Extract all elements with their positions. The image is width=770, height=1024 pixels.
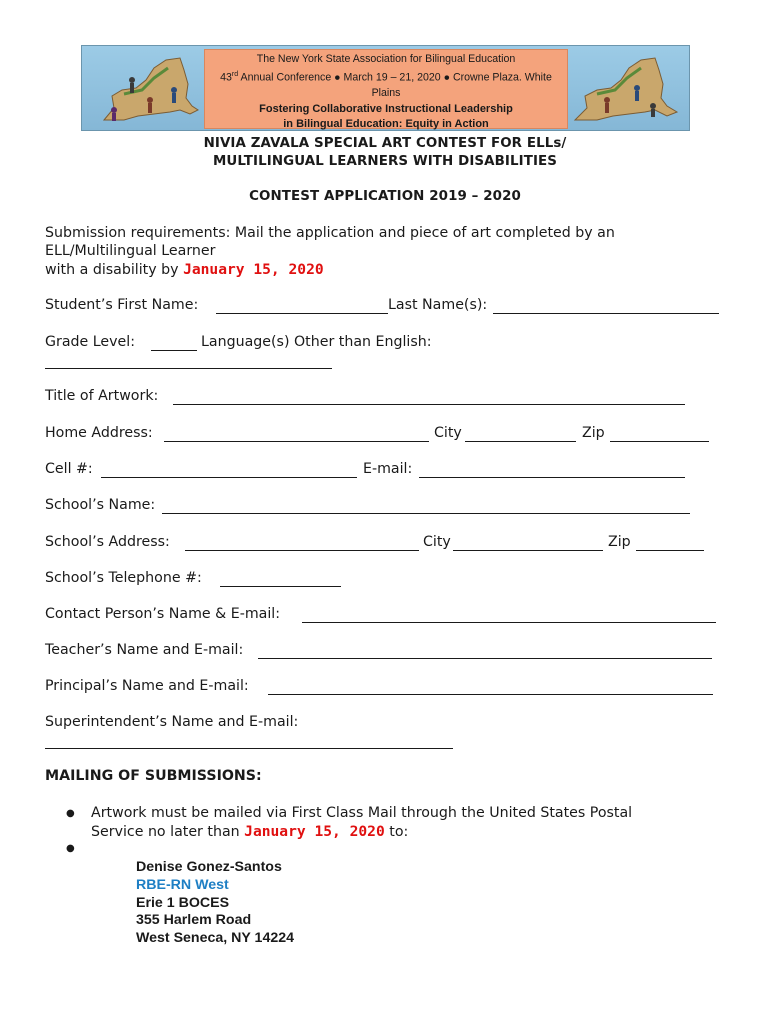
- school-address-label: School’s Address:: [45, 534, 170, 550]
- home-city-field[interactable]: [465, 425, 576, 442]
- address-org-link[interactable]: RBE-RN West: [136, 876, 229, 893]
- email-label: E-mail:: [363, 461, 413, 477]
- mailing-instruction-line2: Service no later than January 15, 2020 to:: [91, 823, 409, 840]
- mailing-address: [136, 859, 294, 948]
- requirements-deadline: January 15, 2020: [183, 261, 324, 278]
- artwork-title-field[interactable]: [173, 388, 685, 405]
- languages-field[interactable]: [45, 352, 332, 369]
- address-unit: Erie 1 BOCES: [136, 894, 230, 911]
- requirements-line3: with a disability by January 15, 2020: [45, 261, 324, 278]
- home-city-label: City: [434, 425, 462, 441]
- languages-label: Language(s) Other than English:: [201, 334, 432, 350]
- grade-level-field[interactable]: [151, 334, 197, 351]
- first-name-label: Student’s First Name:: [45, 297, 199, 313]
- school-address-field[interactable]: [185, 534, 419, 551]
- contest-title-line2: MULTILINGUAL LEARNERS WITH DISABILITIES: [212, 154, 558, 169]
- contact-person-row: [45, 606, 725, 626]
- new-york-map-left-icon: [84, 50, 204, 128]
- artwork-title-row: [45, 388, 725, 408]
- address-name: Denise Gonez-Santos: [136, 859, 282, 875]
- mailing-heading: MAILING OF SUBMISSIONS:: [45, 768, 262, 784]
- school-phone-row: [45, 570, 725, 590]
- home-zip-field[interactable]: [610, 425, 709, 442]
- school-name-label: School’s Name:: [45, 497, 156, 513]
- banner-text-box: [204, 49, 568, 129]
- home-address-label: Home Address:: [45, 425, 153, 441]
- new-york-map-right-icon: [567, 50, 687, 128]
- school-address-row: [45, 534, 725, 554]
- school-city-label: City: [423, 534, 451, 550]
- last-name-label: Last Name(s):: [388, 297, 488, 313]
- grade-language-row: [45, 334, 725, 354]
- artwork-title-label: Title of Artwork:: [45, 388, 159, 404]
- mailing-instruction-line1: Artwork must be mailed via First Class Mail through the United States Postal: [91, 805, 633, 821]
- school-name-row: [45, 497, 725, 517]
- teacher-row: [45, 642, 725, 662]
- mailing-deadline: January 15, 2020: [244, 823, 385, 840]
- school-name-field[interactable]: [162, 497, 690, 514]
- teacher-label: Teacher’s Name and E-mail:: [45, 642, 244, 658]
- school-phone-field[interactable]: [220, 570, 341, 587]
- school-phone-label: School’s Telephone #:: [45, 570, 202, 586]
- application-year-title: CONTEST APPLICATION 2019 – 2020: [249, 189, 521, 204]
- school-city-field[interactable]: [453, 534, 603, 551]
- home-address-row: [45, 425, 725, 445]
- conference-banner: [81, 45, 690, 131]
- cell-label: Cell #:: [45, 461, 93, 477]
- first-name-field[interactable]: [216, 297, 388, 314]
- principal-field[interactable]: [268, 678, 713, 695]
- school-zip-label: Zip: [608, 534, 631, 550]
- student-name-row: [45, 297, 725, 317]
- last-name-field[interactable]: [493, 297, 719, 314]
- home-zip-label: Zip: [582, 425, 605, 441]
- teacher-field[interactable]: [258, 642, 712, 659]
- contact-person-field[interactable]: [302, 606, 716, 623]
- principal-label: Principal’s Name and E-mail:: [45, 678, 249, 694]
- requirements-line1: Submission requirements: Mail the application and piece of art completed by an: [45, 225, 615, 241]
- grade-level-label: Grade Level:: [45, 334, 135, 350]
- superintendent-field[interactable]: [45, 732, 453, 749]
- banner-association: The New York State Association for Bilingual Education: [256, 53, 516, 65]
- banner-theme-line1: Fostering Collaborative Instructional Leadership: [259, 102, 513, 115]
- school-zip-field[interactable]: [636, 534, 704, 551]
- superintendent-label: Superintendent’s Name and E-mail:: [45, 714, 299, 730]
- bullet-icon: ●: [66, 843, 75, 854]
- principal-row: [45, 678, 725, 698]
- contest-title-line1: NIVIA ZAVALA SPECIAL ART CONTEST FOR ELLs/: [203, 136, 567, 151]
- banner-conference: 43rd Annual Conference ● March 19 – 21, 2020 ● Crowne Plaza. White Plains: [220, 71, 552, 100]
- requirements-line2: ELL/Multilingual Learner: [45, 243, 216, 259]
- banner-theme-line2: in Bilingual Education: Equity in Action: [283, 118, 489, 131]
- bullet-icon: ●: [66, 808, 75, 819]
- email-field[interactable]: [419, 461, 685, 478]
- cell-field[interactable]: [101, 461, 357, 478]
- home-address-field[interactable]: [164, 425, 429, 442]
- superintendent-row: [45, 714, 725, 734]
- contact-row: [45, 461, 725, 481]
- address-street: 355 Harlem Road: [136, 912, 252, 929]
- address-city: West Seneca, NY 14224: [136, 930, 295, 947]
- contact-person-label: Contact Person’s Name & E-mail:: [45, 606, 280, 622]
